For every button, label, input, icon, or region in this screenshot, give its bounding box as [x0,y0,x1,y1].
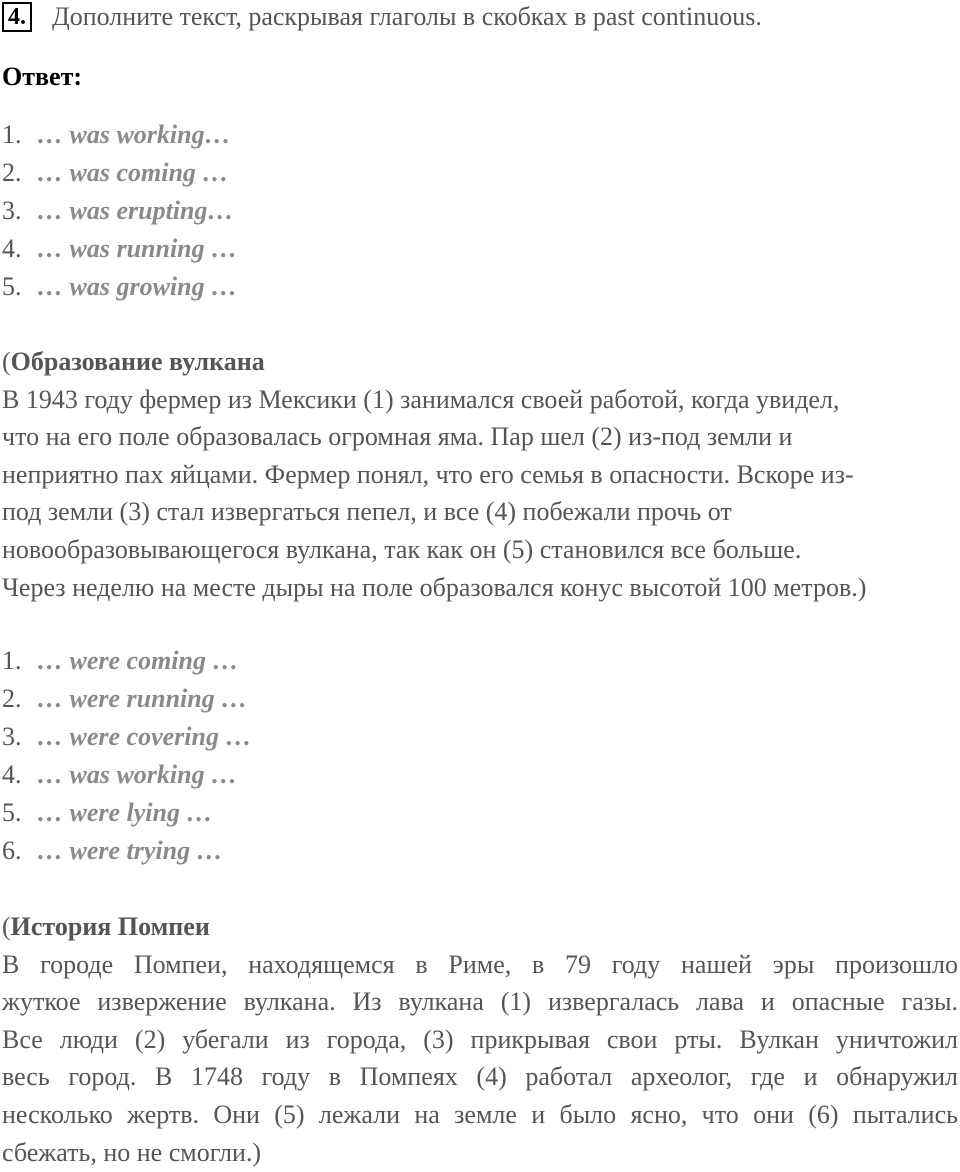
list-item [2,718,251,756]
item-answer: … were running … [37,684,248,713]
item-number: 5. [2,798,22,827]
paragraph-line: под земли (3) стал извергаться пепел, и все (4) побежали прочь от [2,497,732,527]
item-number: 1. [2,120,22,149]
paragraph-title: История Помпеи [10,912,210,941]
item-number: 2. [2,684,22,713]
paragraph-title: Образование вулкана [10,347,265,376]
item-number: 5. [2,272,22,301]
item-number: 4. [2,760,22,789]
translation-paragraph-2 [2,908,958,1171]
item-number: 3. [2,196,22,225]
open-paren: ( [2,347,11,376]
paragraph-title-line [2,343,958,381]
item-answer: … was erupting… [37,196,234,225]
paragraph-line: весь город. В 1748 году в Помпеях (4) работал археолог, где и обнаружил [2,1062,958,1092]
list-item [2,116,237,154]
item-answer: … were lying … [37,798,213,827]
paragraph-line: неприятно пах яйцами. Фермер понял, что его семья в опасности. Вскоре из- [2,459,854,489]
item-answer: … was growing … [37,272,238,301]
item-number: 2. [2,158,22,187]
paragraph-line: сбежать, но не смогли.) [2,1137,262,1167]
item-number: 6. [2,836,22,865]
task-instruction: Дополните текст, раскрывая глаголы в скобках в past continuous. [52,2,762,31]
list-item [2,192,237,230]
answer-list-1 [2,116,237,306]
list-item [2,680,251,718]
list-item [2,756,251,794]
item-number: 4. [2,234,22,263]
item-answer: … were covering … [37,722,252,751]
paragraph-line: В 1943 году фермер из Мексики (1) занимался своей работой, когда увидел, [2,384,840,414]
item-answer: … were coming … [37,646,239,675]
answer-label: Ответ: [2,62,83,91]
answer-list-2 [2,642,251,870]
list-item [2,154,237,192]
list-item [2,230,237,268]
item-answer: … was working… [37,120,231,149]
paragraph-line: В городе Помпеи, находящемся в Риме, в 79 году нашей эры произошло [2,949,958,979]
item-number: 1. [2,646,22,675]
item-answer: … was working … [37,760,238,789]
list-item [2,642,251,680]
item-answer: … were trying … [37,836,223,865]
list-item [2,794,251,832]
item-answer: … was running … [37,234,238,263]
open-paren: ( [2,912,11,941]
paragraph-title-line [2,908,958,946]
task-header [0,2,762,32]
item-number: 3. [2,722,22,751]
paragraph-line: Через неделю на месте дыры на поле образовался конус высотой 100 метров.) [2,572,867,602]
list-item [2,832,251,870]
paragraph-line: новообразовывающегося вулкана, так как он (5) становился все больше. [2,534,802,564]
list-item [2,268,237,306]
task-number: 4. [2,2,32,32]
paragraph-line: несколько жертв. Они (5) лежали на земле и было ясно, что они (6) пытались [2,1099,958,1129]
paragraph-line: жуткое извержение вулкана. Из вулкана (1) извергалась лава и опасные газы. [2,987,958,1017]
item-answer: … was coming … [37,158,229,187]
paragraph-line: что на его поле образовалась огромная яма. Пар шел (2) из-под земли и [2,422,793,452]
paragraph-line: Все люди (2) убегали из города, (3) прикрывая свои рты. Вулкан уничтожил [2,1024,958,1054]
translation-paragraph-1 [2,343,958,606]
